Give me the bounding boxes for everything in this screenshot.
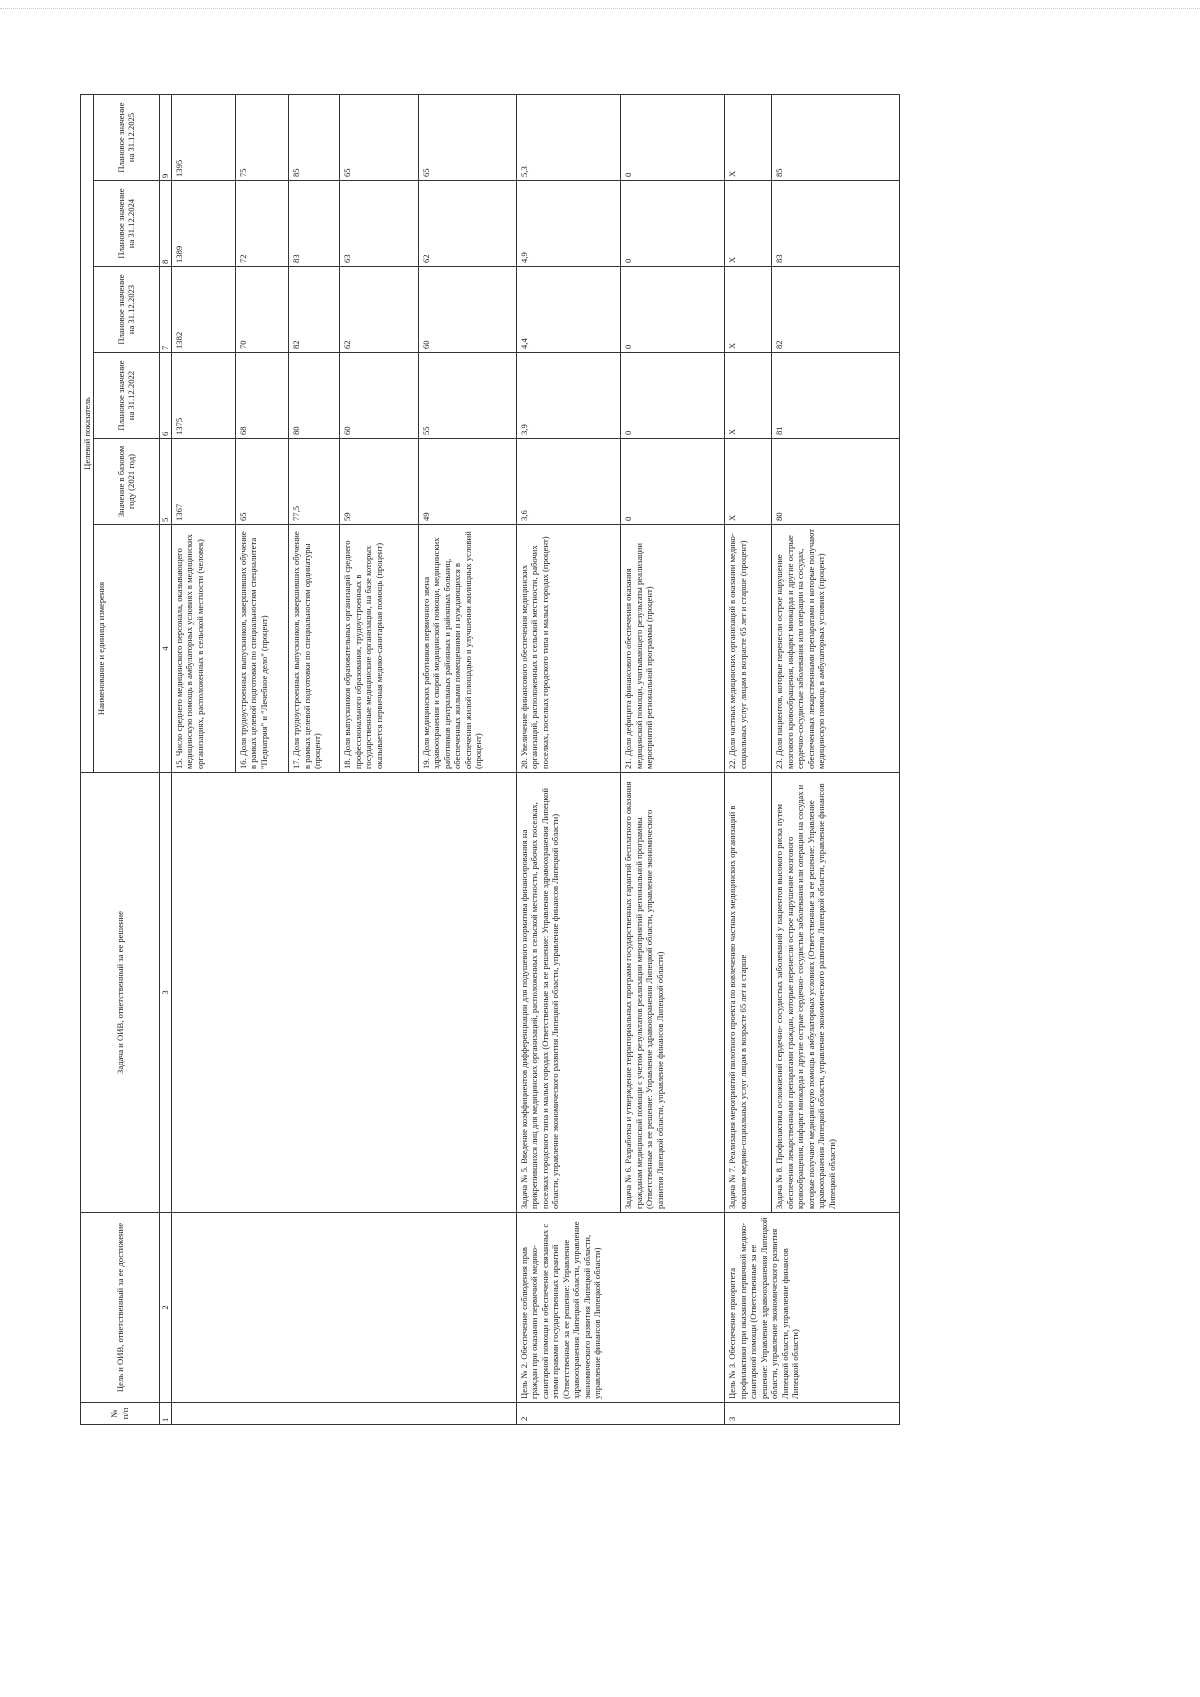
plan-2022: Х: [725, 353, 772, 439]
table-row: [516, 95, 620, 1425]
plan-2024: 0: [621, 181, 725, 267]
plan-2025: 65: [340, 95, 419, 181]
indicator-name: 18. Доля выпускников образовательных организаций среднего профессионального образования, трудоустроенных в государственные медицинские организации, на базе которых оказывается первичная медико-санитарная помощь (процент): [340, 525, 419, 773]
table-row: [171, 95, 235, 1425]
task-cell: Задача № 5. Введение коэффициентов дифференциации для подушевого норматива финансирования на прикрепившихся лиц для медицинских организаций, расположенных в сельской местности, рабочих поселках, поселках городского типа и малых городах (Ответственные за ее решение: Управление здравоохранения Липецкой области, управление экономического развития Липецкой области, управление финансов Липецкой области): [516, 773, 620, 1213]
task-cell: Задача № 7. Реализация мероприятий пилотного проекта по вовлечению частных медицинских организаций в оказание медико-социальных услуг лицам в возрасте 65 лет и старше: [725, 773, 772, 1213]
plan-2023: 0: [621, 267, 725, 353]
plan-2023: 82: [289, 267, 340, 353]
row-number: 2: [516, 1403, 725, 1425]
col-number: 7: [159, 267, 171, 353]
header-plan-2023: Плановое значение на 31.12.2023: [93, 267, 159, 353]
plan-2022: 1375: [171, 353, 235, 439]
plan-2025: 75: [235, 95, 288, 181]
base-value: 3,6: [516, 439, 620, 525]
indicator-name: 22. Доля частных медицинских организаций в оказании медико- социальных услуг лицам в возрасте 65 лет и старше (процент): [725, 525, 772, 773]
rotated-table-wrapper: [80, 95, 900, 1425]
goal-cell: Цель № 3. Обеспечение приоритета профилактики при оказании первичной медико- санитарной помощи (Ответственные за ее решение: Управление здравоохранения Липецкой области, управление экономического развития Липецкой области, управление финансов Липецкой области): [725, 1213, 900, 1403]
col-number: 4: [159, 525, 171, 773]
header-base-value: Значение в базовом году (2021 год): [93, 439, 159, 525]
plan-2024: Х: [725, 181, 772, 267]
plan-2025: 1395: [171, 95, 235, 181]
plan-2024: 72: [235, 181, 288, 267]
plan-2022: 0: [621, 353, 725, 439]
table-row: [725, 95, 772, 1425]
plan-2022: 3,9: [516, 353, 620, 439]
indicator-name: 20. Увеличение финансового обеспечения медицинских организаций, расположенных в сельской местности, рабочих поселках, поселках городского типа и малых городах (процент): [516, 525, 620, 773]
plan-2025: 65: [418, 95, 516, 181]
header-indicator-name: Наименование и единица измерения: [93, 525, 159, 773]
empty-cell: [171, 773, 516, 1213]
header-plan-2022: Плановое значение на 31.12.2022: [93, 353, 159, 439]
plan-2025: Х: [725, 95, 772, 181]
task-cell: Задача № 8. Профилактика осложнений сердечно- сосудистых заболеваний у пациентов высокого риска путем обеспечения лекарственными препаратами граждан, которые перенесли острое нарушение мозгового кровообращения, инфаркт миокарда и другие острые сердечно- сосудистые заболевания или операции на сосудах и которые получают медицинскую помощь в амбулаторных условиях (Ответственные за ее решение: Управление здравоохранения Липецкой области, управление экономического развития Липецкой области, управление финансов Липецкой области): [772, 773, 900, 1213]
col-number: 3: [159, 773, 171, 1213]
plan-2024: 83: [289, 181, 340, 267]
indicator-name: 17. Доля трудоустроенных выпускников, завершивших обучение в рамках целевой подготовки по специальностям ординатуры (процент): [289, 525, 340, 773]
plan-2024: 1389: [171, 181, 235, 267]
indicator-name: 19. Доля медицинских работников первичного звена здравоохранения и скорой медицинской помощи, медицинских работников центральных районных и районных больниц, обеспеченных жилыми помещениями и нуждающихся в обеспечении жилой площадью и улучшении жилищных условий (процент): [418, 525, 516, 773]
plan-2025: 0: [621, 95, 725, 181]
plan-2023: Х: [725, 267, 772, 353]
base-value: 49: [418, 439, 516, 525]
plan-2022: 60: [340, 353, 419, 439]
task-cell: Задача № 6. Разработка и утверждение территориальных программ государственных гарантий бесплатного оказания гражданам медицинской помощи с учетом результатов реализации мероприятий региональной программы (Ответственные за ее решение: Управление здравоохранения Липецкой области, управление экономического развития Липецкой области, управление финансов Липецкой области): [621, 773, 725, 1213]
plan-2022: 68: [235, 353, 288, 439]
col-number: 2: [159, 1213, 171, 1403]
scan-top-edge: [0, 8, 1200, 9]
header-no: № п/п: [81, 1403, 160, 1425]
col-number: 9: [159, 95, 171, 181]
base-value: 65: [235, 439, 288, 525]
empty-cell: [171, 1403, 516, 1425]
indicator-name: 15. Число среднего медицинского персонала, оказывающего медицинскую помощь в амбулаторных условиях в медицинских организациях, расположенных в сельской местности (человек): [171, 525, 235, 773]
col-number: 8: [159, 181, 171, 267]
base-value: 77,5: [289, 439, 340, 525]
base-value: 80: [772, 439, 900, 525]
base-value: Х: [725, 439, 772, 525]
base-value: 59: [340, 439, 419, 525]
indicator-name: 23. Доля пациентов, которые перенесли острое нарушение мозгового кровообращения, инфаркт миокарда и другие острые сердечно-сосудистые заболевания или операции на сосудах, обеспеченных лекарственными препаратами и которые получают медицинскую помощь в амбулаторных условиях (процент): [772, 525, 900, 773]
plan-2023: 70: [235, 267, 288, 353]
indicator-name: 16. Доля трудоустроенных выпускников, завершивших обучение в рамках целевой подготовки по специальностям специалитета "Педиатрия" и "Лечебное дело" (процент): [235, 525, 288, 773]
plan-2025: 85: [772, 95, 900, 181]
plan-2024: 63: [340, 181, 419, 267]
base-value: 0: [621, 439, 725, 525]
plan-2023: 62: [340, 267, 419, 353]
plan-2023: 1382: [171, 267, 235, 353]
base-value: 1367: [171, 439, 235, 525]
col-number: 1: [159, 1403, 171, 1425]
header-plan-2025: Плановое значение на 31.12.2025: [93, 95, 159, 181]
plan-2024: 62: [418, 181, 516, 267]
plan-2022: 55: [418, 353, 516, 439]
plan-2023: 4,4: [516, 267, 620, 353]
plan-2024: 83: [772, 181, 900, 267]
header-plan-2024: Плановое значение на 31.12.2024: [93, 181, 159, 267]
plan-2025: 5,3: [516, 95, 620, 181]
col-number: 5: [159, 439, 171, 525]
header-task: Задача и ОИВ, ответственный за ее решение: [81, 773, 160, 1213]
plan-2023: 60: [418, 267, 516, 353]
col-number: 6: [159, 353, 171, 439]
plan-2023: 82: [772, 267, 900, 353]
empty-cell: [171, 1213, 516, 1403]
header-goal: Цель и ОИВ, ответственный за ее достижение: [81, 1213, 160, 1403]
header-target: Целевой показатель: [81, 95, 94, 773]
target-indicators-table: [80, 94, 900, 1425]
indicator-name: 21. Доля дефицита финансового обеспечения оказания медицинской помощи, учитывающего результаты реализации мероприятий региональной программы (процент): [621, 525, 725, 773]
plan-2022: 81: [772, 353, 900, 439]
goal-cell: Цель № 2. Обеспечение соблюдения прав граждан при оказании первичной медико- санитарной помощи и обеспечение связанных с этими правами государственных гарантий (Ответственные за ее решение: Управление здравоохранения Липецкой области, управление экономического развития Липецкой области, управление финансов Липецкой области): [516, 1213, 725, 1403]
plan-2024: 4,9: [516, 181, 620, 267]
plan-2022: 80: [289, 353, 340, 439]
plan-2025: 85: [289, 95, 340, 181]
row-number: 3: [725, 1403, 900, 1425]
